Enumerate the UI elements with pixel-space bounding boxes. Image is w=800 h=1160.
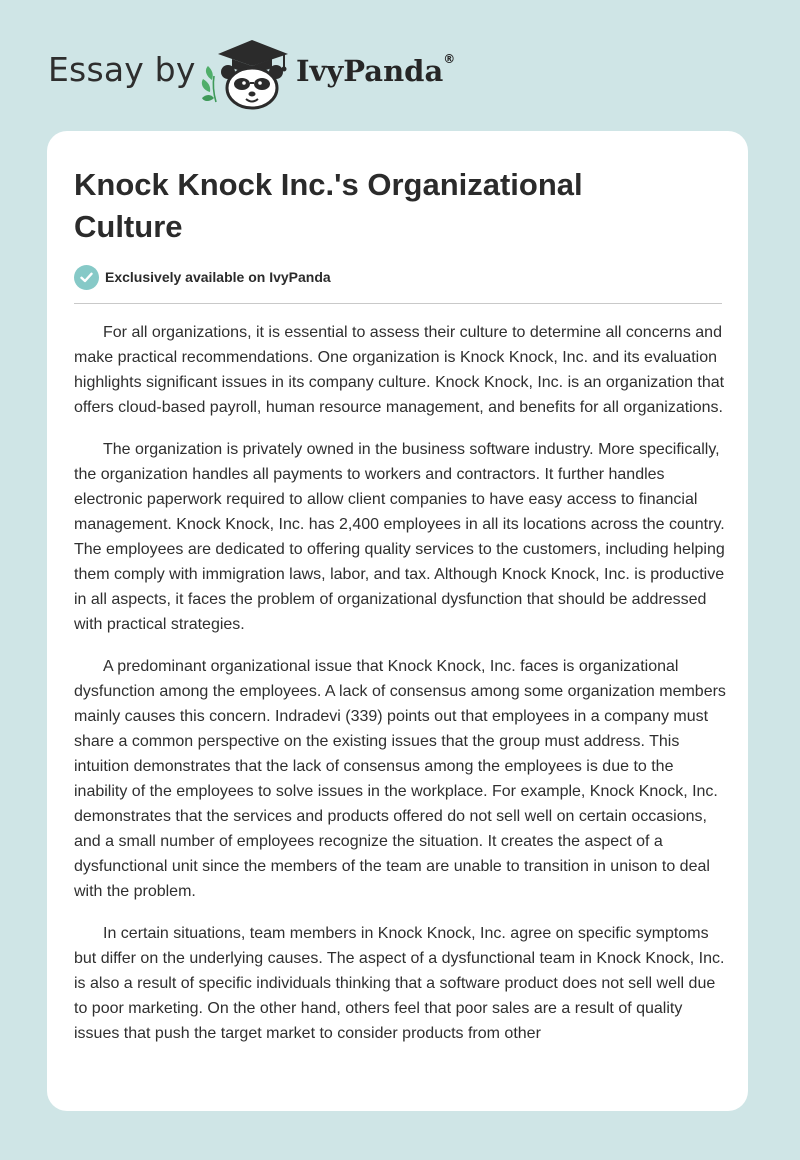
- badge-label: Exclusively available on IvyPanda: [105, 269, 331, 285]
- check-circle-icon: [74, 265, 99, 290]
- paragraph: For all organizations, it is essential to assess their culture to determine all concerns and make practical recommendations. One organization is Knock Knock, Inc. and its evaluation highlights significant issues in its company culture. Knock Knock, Inc. is an organization that offers cloud-based payroll, human resource management, and benefits for all organizations.: [74, 324, 725, 416]
- panda-logo-icon[interactable]: [198, 36, 292, 110]
- site-header: [0, 0, 800, 130]
- divider: [74, 303, 722, 304]
- article-card: [47, 131, 748, 1111]
- brand-name[interactable]: [296, 54, 455, 88]
- brand-name-text: IvyPanda: [296, 54, 444, 88]
- article-title: Knock Knock Inc.'s Organizational Culture: [74, 167, 583, 244]
- registered-mark: ®: [443, 52, 456, 66]
- article-body: [74, 320, 726, 1063]
- exclusive-badge: [74, 264, 331, 290]
- essay-by-label: Essay by: [48, 50, 196, 89]
- paragraph: In certain situations, team members in Knock Knock, Inc. agree on specific symptoms but differ on the underlying causes. The aspect of a dysfunctional team in Knock Knock, Inc. is also a result of specific individuals thinking that a software product does not sell well due to poor marketing. On the other hand, others feel that poor sales are a result of quality issues that push the target market to consider products from other: [74, 925, 725, 1042]
- paragraph: The organization is privately owned in the business software industry. More specifically, the organization handles all payments to workers and contractors. It further handles electronic paperwork required to allow client companies to have easy access to financial management. Knock Knock, Inc. has 2,400 employees in all its locations across the country. The employees are dedicated to offering quality services to the customers, including helping them comply with immigration laws, labor, and tax. Although Knock Knock, Inc. is productive in all aspects, it faces the problem of organizational dysfunction that should be addressed with practical strategies.: [74, 441, 725, 633]
- paragraph: A predominant organizational issue that Knock Knock, Inc. faces is organizational dysfunction among the employees. A lack of consensus among some organization members mainly causes this concern. Indradevi (339) points out that employees in a company must share a common perspective on the existing issues that the group must address. This intuition demonstrates that the lack of consensus among the employees is due to the inability of the employees to solve issues in the workplace. For example, Knock Knock, Inc. demonstrates that the services and products offered do not sell well on certain occasions, and a small number of employees recognize the situation. It creates the aspect of a dysfunctional unit since the members of the team are unable to transition in unison to deal with the problem.: [74, 658, 726, 900]
